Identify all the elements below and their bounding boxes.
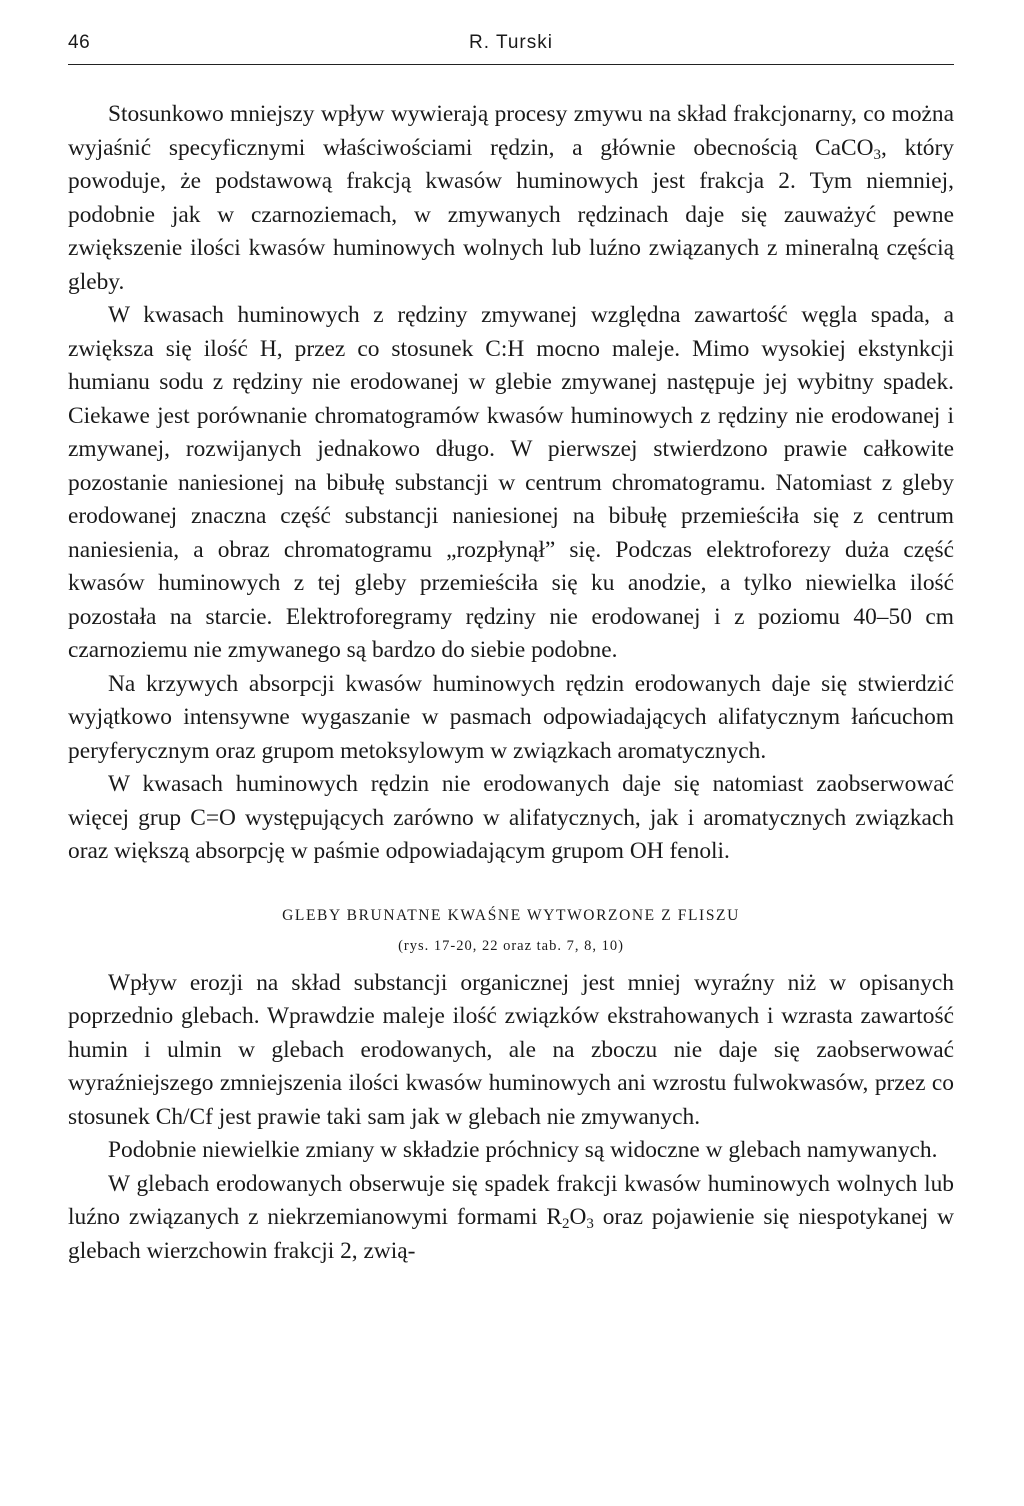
paragraph-7: W glebach erodowanych obserwuje się spadek frakcji kwasów huminowych wolnych lub luźno związanych z niekrzemianowymi formami $R_2O_3$ oraz pojawienie się niespotykanej w glebach wierzchowin frakcji 2, zwią- [68,1170,954,1264]
paragraph-6: Podobnie niewielkie zmiany w składzie próchnicy są widoczne w glebach namywanych. [108,1137,938,1163]
paragraph-1: Stosunkowo mniejszy wpływ wywierają procesy zmywu na skład frakcjonarny, co można wyjaśnić specyficznymi właściwościami rędzin, a głównie obecnością CaCO$_3$, który powoduje, że podstawową frakcją kwasów huminowych jest frakcja 2. Tym niemniej, podobnie jak w czarnoziemach, w zmywanych rędzinach daje się zauważyć pewne zwiększenie ilości kwasów huminowych wolnych lub luźno związanych z mineralną częścią gleby. [68,101,954,295]
body-text [68,98,954,1268]
running-head: R. Turski [469,32,553,53]
page-number: 46 [68,32,91,53]
header-rule [68,64,954,65]
paragraph-5: Wpływ erozji na skład substancji organicznej jest mniej wyraźny niż w opisanych poprzednio glebach. Wprawdzie maleje ilość związków ekstrahowanych i wzrasta zawartość humin i ulmin w glebach erodowanych, ale na zboczu nie daje się zaobserwować wyraźniejszego zmniejszenia ilości kwasów huminowych ani wzrostu fulwokwasów, przez co stosunek Ch/Cf jest prawie taki sam jak w glebach nie zmywanych. [68,969,954,1130]
section-subheading: (rys. 17-20, 22 oraz tab. 7, 8, 10) [398,937,624,954]
page-header [68,28,954,62]
paragraph-3: Na krzywych absorpcji kwasów huminowych rędzin erodowanych daje się stwierdzić wyjątkowo intensywne wygaszanie w pasmach odpowiadających alifatycznym łańcuchom peryferycznym oraz grupom metoksylowym w związkach aromatycznych. [68,670,954,764]
paragraph-2: W kwasach huminowych z rędziny zmywanej względna zawartość węgla spada, a zwiększa się ilość H, przez co stosunek C:H mocno maleje. Mimo wysokiej ekstynkcji humianu sodu z rędziny nie erodowanej w glebie zmywanej następuje jej wybitny spadek. Ciekawe jest porównanie chromatogramów kwasów huminowych z rędziny nie erodowanej i zmywanej, rozwijanych jednakowo długo. W pierwszej stwierdzono prawie całkowite pozostanie naniesionej na bibułę substancji w centrum chromatogramu. Natomiast z gleby erodowanej znaczna część substancji naniesionej na bibułę przemieściła się z centrum naniesienia, a obraz chromatogramu „rozpłynął” się. Podczas elektroforezy duża część kwasów huminowych z tej gleby przemieściła się ku anodzie, a tylko niewielka ilość pozostała na starcie. Elektroforegramy rędziny nie erodowanej i z poziomu 40–50 cm czarnoziemu nie zmywanego są bardzo do siebie podobne. [68,302,954,663]
section-heading: GLEBY BRUNATNE KWAŚNE WYTWORZONE Z FLISZU [282,906,740,924]
paragraph-4: W kwasach huminowych rędzin nie erodowanych daje się natomiast zaobserwować więcej grup C=O występujących zarówno w alifatycznych, jak i aromatycznych związkach oraz większą absorpcję w paśmie odpowiadającym grupom OH fenoli. [68,771,954,864]
page [68,28,954,1268]
